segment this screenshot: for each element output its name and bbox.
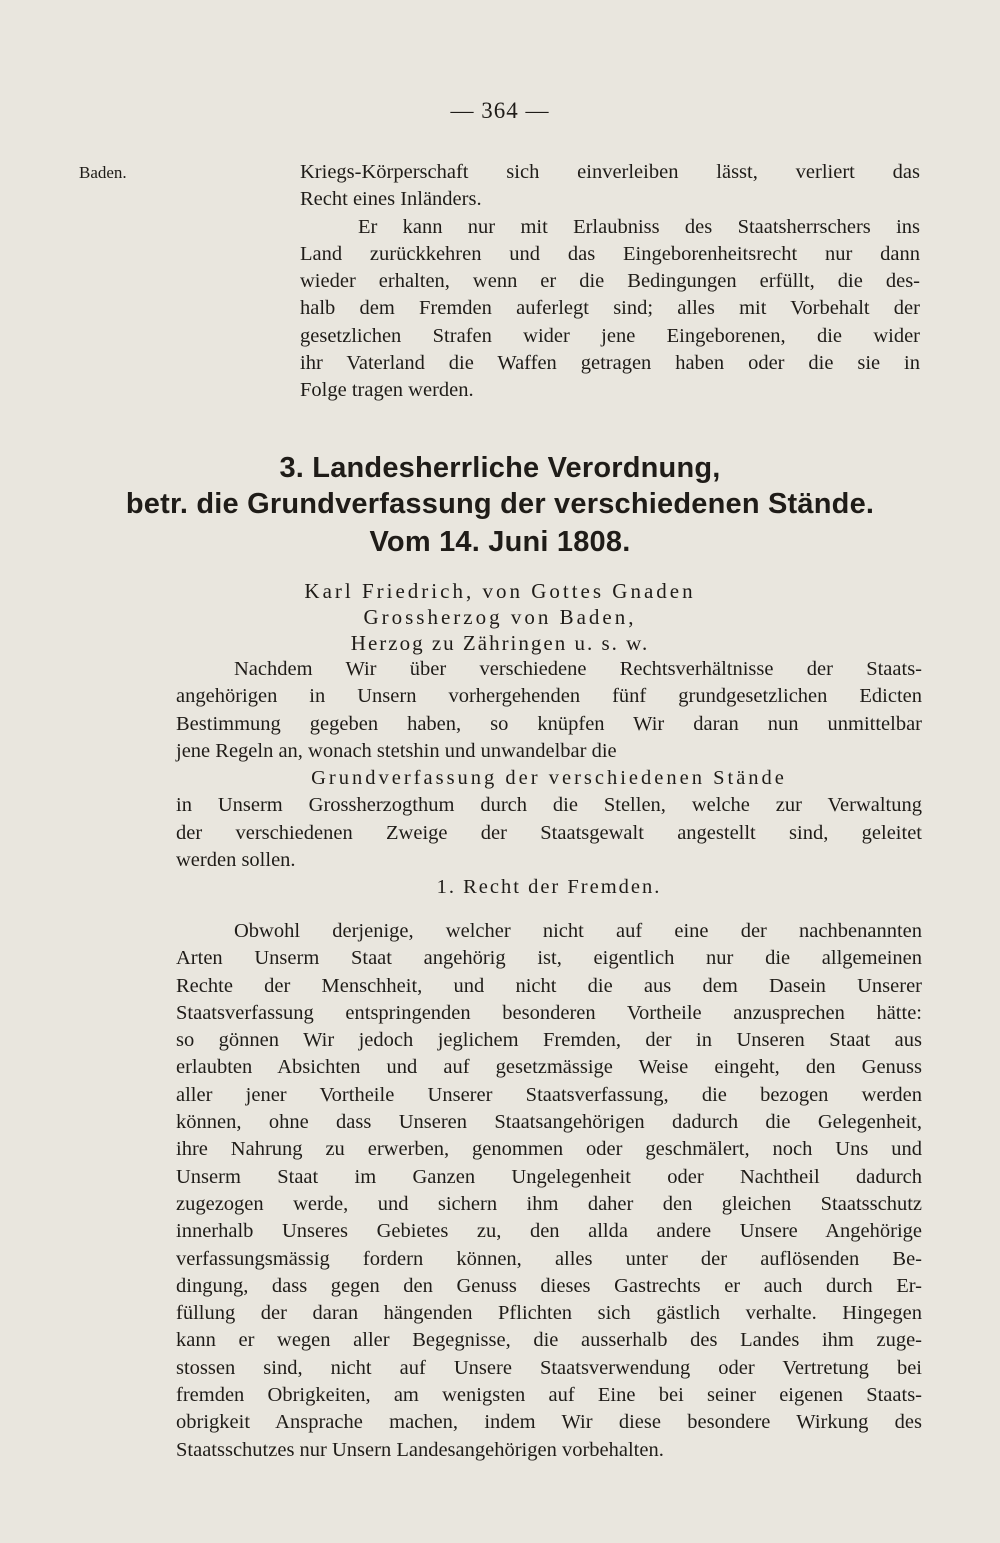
text-line: Nachdem Wir über verschiedene Rechtsverhältnisse der Staats- [234, 658, 922, 680]
text-line: fremden Obrigkeiten, am wenigsten auf Eine bei seiner eigenen Staats- [176, 1384, 922, 1407]
text-line: erlaubten Absichten und auf gesetzmässige Weise eingeht, den Genuss [176, 1056, 922, 1079]
text-line: Staatsverfassung entspringenden besonderen Vortheile anzusprechen hätte: [176, 1001, 922, 1024]
text-line: Land zurückkehren und das Eingeborenheitsrecht nur dann [300, 242, 920, 265]
sovereign-title-line: Herzog zu Zähringen u. s. w. [350, 631, 650, 655]
page-number: — 364 — [450, 98, 550, 123]
spaced-subject-line: Grundverfassung der verschiedenen Stände [311, 767, 787, 790]
top-paragraph [300, 159, 920, 405]
intro-paragraph [176, 656, 922, 902]
text-line: jene Regeln an, wonach stetshin und unwandelbar die [176, 739, 617, 762]
text-line: halb dem Fremden auferlegt sind; alles mit Vorbehalt der [300, 297, 920, 320]
text-line: ihre Nahrung zu erwerben, genommen oder geschmälert, noch Uns und [176, 1138, 922, 1161]
text-line: Unserm Staat im Ganzen Ungelegenheit oder Nachtheil dadurch [176, 1165, 922, 1188]
ordinance-heading-line: 3. Landesherrliche Verordnung, [279, 452, 721, 484]
text-line: Bestimmung gegeben haben, so knüpfen Wir daran nun unmittelbar [176, 712, 922, 735]
text-line: angehörigen in Unsern vorhergehenden fünf grundgesetzlichen Edicten [176, 685, 922, 708]
text-line: können, ohne dass Unseren Staatsangehörigen dadurch die Gelegenheit, [176, 1111, 922, 1134]
margin-note: Baden. [79, 163, 127, 182]
text-line: obrigkeit Ansprache machen, indem Wir diese besondere Wirkung des [176, 1411, 922, 1434]
text-line: Staatsschutzes nur Unsern Landesangehörigen vorbehalten. [176, 1438, 664, 1461]
text-line: kann er wegen aller Begegnisse, die ausserhalb des Landes ihm zuge- [176, 1329, 922, 1352]
text-line: Kriegs-Körperschaft sich einverleiben lässt, verliert das [300, 161, 920, 183]
text-line: dingung, dass gegen den Genuss dieses Gastrechts er auch durch Er- [176, 1274, 922, 1297]
text-line: Obwohl derjenige, welcher nicht auf eine der nachbenannten [234, 920, 922, 942]
text-line: Rechte der Menschheit, und nicht die aus dem Dasein Unserer [176, 974, 922, 997]
text-line: Arten Unserm Staat angehörig ist, eigentlich nur die allgemeinen [176, 947, 922, 970]
text-line: aller jener Vortheile Unserer Staatsverfassung, die bezogen werden [176, 1083, 922, 1106]
text-line: werden sollen. [176, 849, 296, 872]
sovereign-title-line: Grossherzog von Baden, [363, 605, 637, 629]
text-line: so gönnen Wir jedoch jeglichem Fremden, der in Unseren Staat aus [176, 1029, 922, 1052]
text-line: Folge tragen werden. [300, 379, 474, 402]
text-line: füllung der daran hängenden Pflichten sich gästlich verhalte. Hingegen [176, 1302, 922, 1325]
text-line: innerhalb Unseres Gebietes zu, den allda andere Unsere Angehörige [176, 1220, 922, 1243]
ordinance-heading-line: betr. die Grundverfassung der verschiedenen Stände. [125, 488, 875, 520]
sovereign-title-line: Karl Friedrich, von Gottes Gnaden [304, 579, 696, 603]
section-title: 1. Recht der Fremden. [436, 876, 662, 899]
text-line: stossen sind, nicht auf Unsere Staatsverwendung oder Vertretung bei [176, 1356, 922, 1379]
text-line: der verschiedenen Zweige der Staatsgewalt angestellt sind, geleitet [176, 821, 922, 844]
text-line: verfassungsmässig fordern können, alles unter der auflösenden Be- [176, 1247, 922, 1270]
text-line: in Unserm Grossherzogthum durch die Stellen, welche zur Verwaltung [176, 794, 922, 817]
text-line: wieder erhalten, wenn er die Bedingungen erfüllt, die des- [300, 270, 920, 293]
text-line: gesetzlichen Strafen wider jene Eingeborenen, die wider [300, 324, 920, 347]
text-line: ihr Vaterland die Waffen getragen haben oder die sie in [300, 352, 920, 375]
text-line: Recht eines Inländers. [300, 188, 482, 211]
section-body [176, 918, 922, 1464]
text-line: zugezogen werde, und sichern ihm daher den gleichen Staatsschutz [176, 1192, 922, 1215]
text-line: Er kann nur mit Erlaubniss des Staatsherrschers ins [358, 215, 920, 238]
ordinance-heading-line: Vom 14. Juni 1808. [369, 526, 631, 558]
